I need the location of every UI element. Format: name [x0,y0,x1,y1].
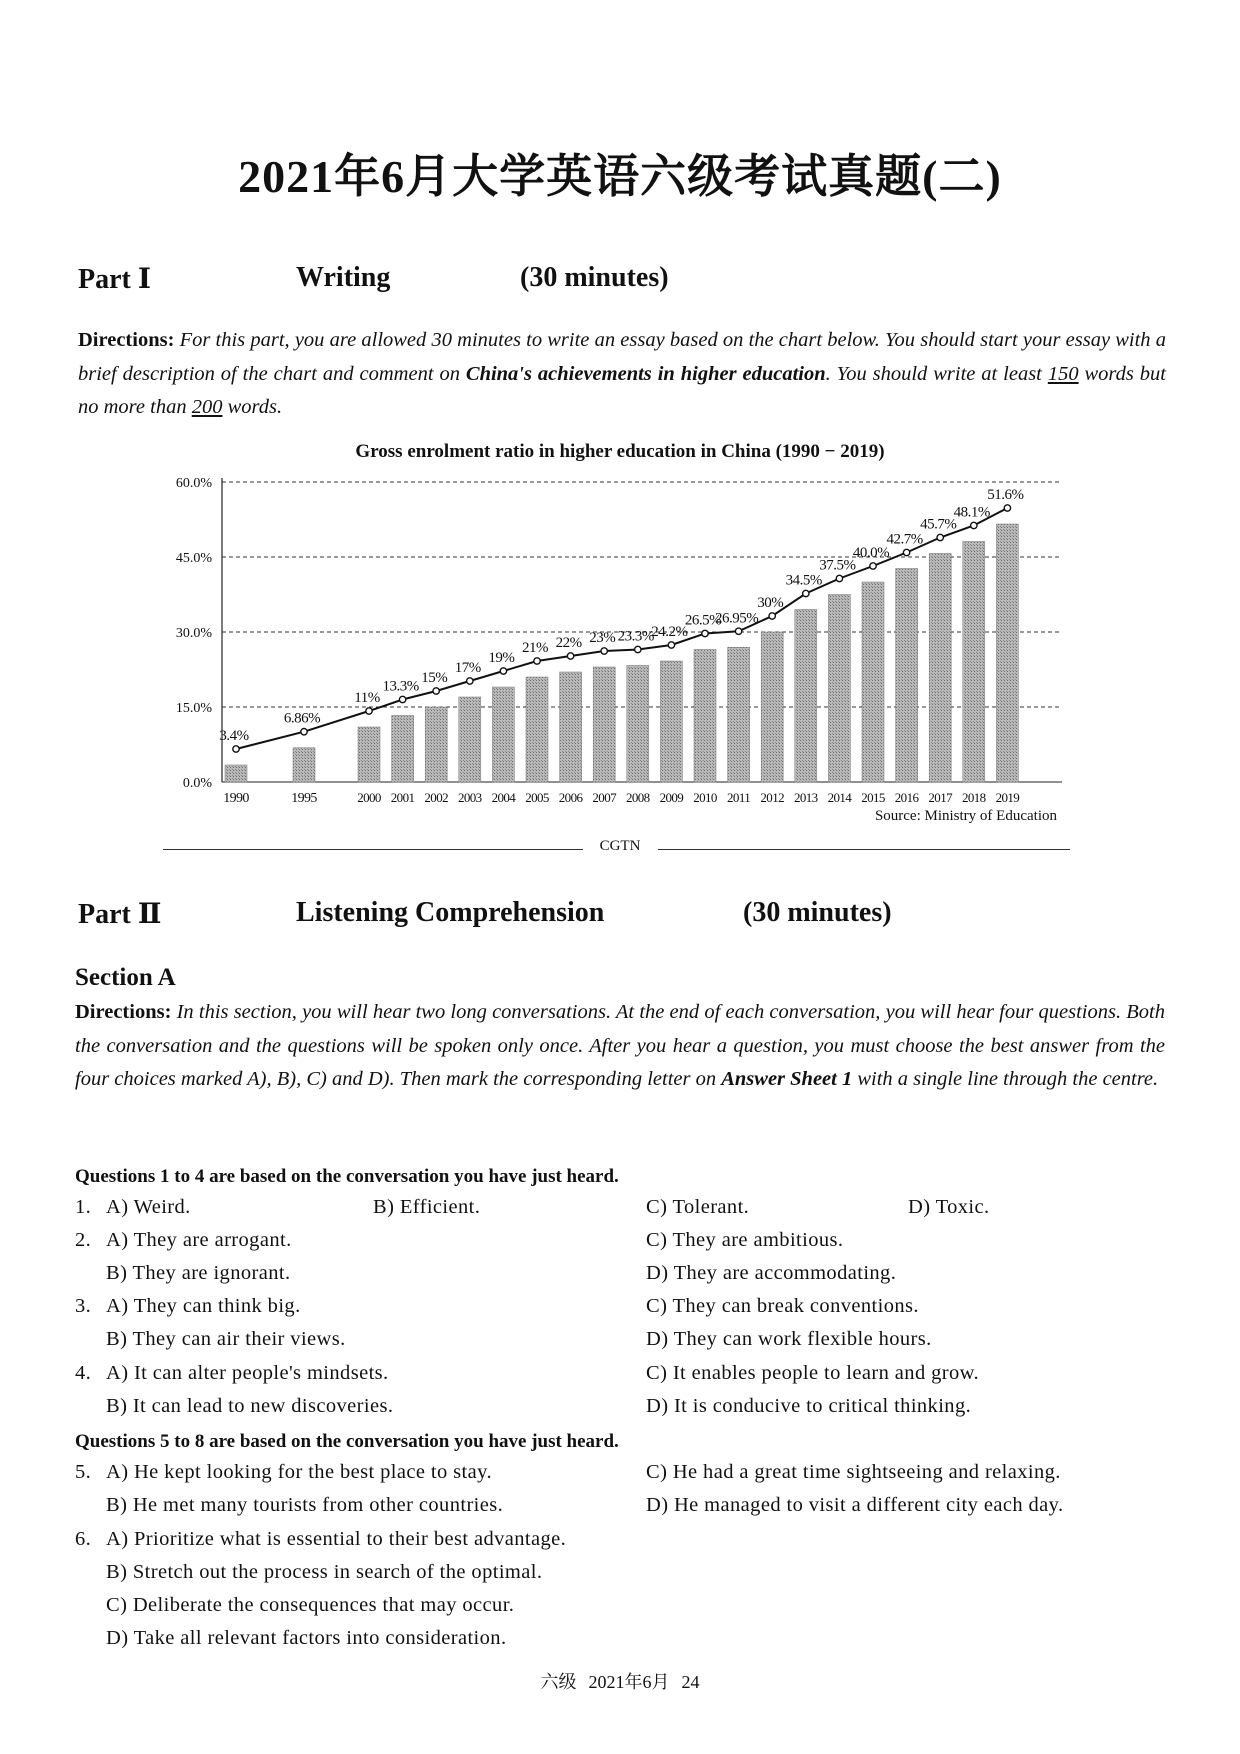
question-number: 1. [75,1196,92,1218]
option-d: D) It is conducive to critical thinking. [646,1395,972,1417]
trend-marker [903,549,909,555]
bar [828,595,850,783]
trend-marker [702,630,708,636]
data-label: 17% [454,660,481,676]
trend-marker [1004,505,1010,511]
option-a: A) They can think big. [106,1295,301,1317]
trend-marker [467,678,473,684]
x-tick-label: 2014 [827,790,852,805]
data-label: 11% [354,690,380,706]
x-tick-label: 2018 [961,790,986,805]
directions-text-2: . You should write at least [825,362,1048,385]
data-label: 51.6% [987,487,1024,503]
part2-header [78,897,1178,937]
bar [862,582,884,782]
enrolment-chart [140,470,1080,810]
data-label: 37.5% [819,557,856,574]
x-tick-label: 2017 [928,790,953,805]
x-tick-label: 2008 [625,790,650,805]
min-words: 150 [1047,362,1079,385]
bar [560,672,582,782]
bar [761,632,783,782]
x-tick-label: 1990 [223,791,249,806]
option-c: C) They are ambitious. [646,1229,844,1251]
directions-text: For this part, you are allowed 30 minutes to write an essay based on the chart below. You should start your essay with a brief description of the chart and comment on [78,329,1166,385]
option-a: A) They are arrogant. [106,1229,292,1251]
data-label: 24.2% [651,624,688,640]
part2-number: Part Ⅱ [78,899,162,930]
data-label: 34.5% [785,572,822,589]
part2-title: Listening Comprehension [296,897,605,928]
directions-label: Directions: [75,1001,172,1023]
chart-source: Source: Ministry of Education [874,808,1057,824]
trend-marker [500,668,506,674]
part2-time: (30 minutes) [743,897,892,928]
x-tick-label: 2011 [727,790,751,805]
y-tick-label: 60.0% [175,476,212,491]
x-tick-label: 2006 [558,790,583,805]
bar [694,650,716,783]
x-tick-label: 2009 [659,790,684,805]
trend-marker [836,575,842,581]
question-number: 5. [75,1461,92,1483]
data-label: 15% [421,670,448,686]
bar [896,569,918,783]
directions-emphasis: China's achievements in higher education [465,362,826,385]
trend-marker [366,708,372,714]
data-label: 13.3% [382,678,419,695]
trend-marker [971,522,977,528]
bar [225,765,247,782]
option-d: D) Take all relevant factors into consideration. [106,1627,507,1649]
question-group-heading: Questions 5 to 8 are based on the conversation you have just heard. [75,1431,619,1452]
option-a: A) It can alter people's mindsets. [106,1362,389,1384]
x-tick-label: 2003 [457,790,482,805]
option-c: C) Tolerant. [646,1196,750,1218]
part1-time: (30 minutes) [520,262,669,293]
question-group-heading: Questions 1 to 4 are based on the conversation you have just heard. [75,1166,619,1187]
section-a-heading: Section A [75,964,176,991]
data-label: 30% [757,595,784,611]
x-tick-label: 2001 [390,790,415,805]
option-c: C) He had a great time sightseeing and relaxing. [646,1461,1061,1483]
trend-marker [534,658,540,664]
x-tick-label: 1995 [291,791,317,806]
chart-title: Gross enrolment ratio in higher education in China (1990 − 2019) [355,441,885,462]
trend-marker [399,696,405,702]
directions-text-4: words. [222,396,283,418]
x-tick-label: 2005 [525,790,549,805]
chart-credit: CGTN [599,838,641,854]
option-c: C) It enables people to learn and grow. [646,1362,980,1384]
y-tick-label: 15.0% [175,701,212,716]
y-tick-label: 0.0% [182,776,212,791]
footer-date: 2021年6月 [588,1672,670,1692]
x-tick-label: 2010 [693,790,717,805]
x-tick-label: 2015 [861,790,885,805]
trend-marker [870,563,876,569]
question-number: 3. [75,1295,92,1317]
data-label: 40.0% [852,545,890,561]
bar [459,697,481,782]
option-d: D) He managed to visit a different city each day. [646,1494,1064,1516]
trend-marker [635,646,641,652]
x-tick-label: 2013 [793,790,818,805]
data-label: 3.4% [219,728,249,744]
x-tick-label: 2007 [592,790,617,805]
option-b: B) It can lead to new discoveries. [106,1395,394,1417]
x-tick-label: 2000 [357,790,381,805]
answer-sheet-emphasis: Answer Sheet 1 [721,1068,853,1090]
trend-marker [301,729,307,735]
option-b: B) He met many tourists from other countries. [106,1494,504,1516]
data-label: 22% [555,635,582,651]
trend-marker [567,653,573,659]
data-label: 19% [488,650,515,666]
bar [293,748,315,782]
bar [963,542,985,783]
option-a: A) Weird. [106,1196,191,1218]
option-c: C) Deliberate the consequences that may occur. [106,1594,515,1616]
option-a: A) He kept looking for the best place to stay. [106,1461,492,1483]
option-c: C) They can break conventions. [646,1295,919,1317]
trend-marker [937,534,943,540]
part1-directions [78,324,1166,425]
option-d: D) They are accommodating. [646,1262,897,1284]
directions-text-2: with a single line through the centre. [852,1068,1159,1090]
trend-marker [803,590,809,596]
bar [392,716,414,783]
option-b: B) Stretch out the process in search of the optimal. [106,1561,543,1583]
directions-label: Directions: [78,329,175,351]
trend-marker [433,688,439,694]
page-title: 2021年6月大学英语六级考试真题(二) [238,151,1002,202]
bar [795,610,817,783]
trend-marker [735,628,741,634]
data-label: 45.7% [920,516,957,533]
bar [929,554,951,783]
data-label: 23% [589,630,616,646]
directions-text: In this section, you will hear two long conversations. At the end of each conversation, you will hear four questions. Both the conversation and the questions will be spoken only once. After you hear a question, you must choose the best answer from the four choices marked A), B), C) and D). Then mark the corresponding letter on [75,1001,1165,1090]
option-b: B) Efficient. [373,1196,481,1218]
max-words: 200 [191,396,223,418]
trend-marker [769,613,775,619]
option-d: D) Toxic. [908,1196,990,1218]
x-tick-label: 2002 [424,790,449,805]
footer-exam: 六级 [540,1672,577,1692]
x-tick-label: 2012 [760,790,785,805]
bar [425,707,447,782]
y-tick-label: 30.0% [175,626,212,641]
trend-marker [601,648,607,654]
data-label: 21% [522,640,548,656]
trend-marker [668,642,674,648]
option-b: B) They can air their views. [106,1328,346,1350]
data-label: 26.95% [714,610,759,627]
page-number: 24 [681,1672,700,1692]
data-label: 23.3% [617,628,654,645]
bar [593,667,615,782]
bar [996,524,1018,782]
part1-title: Writing [296,262,391,293]
page-footer [0,1668,1240,1694]
bar [627,666,649,783]
data-label: 42.7% [886,531,923,548]
bar [728,647,750,782]
x-tick-label: 2004 [491,790,516,805]
question-number: 2. [75,1229,92,1251]
option-b: B) They are ignorant. [106,1262,291,1284]
data-label: 26.5% [684,612,722,629]
question-number: 6. [75,1528,92,1550]
trend-marker [233,746,239,752]
part1-header [78,262,1178,302]
option-a: A) Prioritize what is essential to their best advantage. [106,1528,567,1550]
part1-number: Part Ⅰ [78,264,151,295]
y-tick-label: 45.0% [175,551,212,566]
x-tick-label: 2019 [995,790,1020,805]
x-tick-label: 2016 [894,790,919,805]
data-label: 6.86% [283,710,321,727]
question-number: 4. [75,1362,92,1384]
bar [358,727,380,782]
directions-text-3: words but no more than [78,362,1166,418]
section-a-directions [75,996,1165,1097]
bar [492,687,514,782]
bar [526,677,548,782]
option-d: D) They can work flexible hours. [646,1328,932,1350]
data-label: 48.1% [953,504,990,521]
bar [660,661,682,782]
